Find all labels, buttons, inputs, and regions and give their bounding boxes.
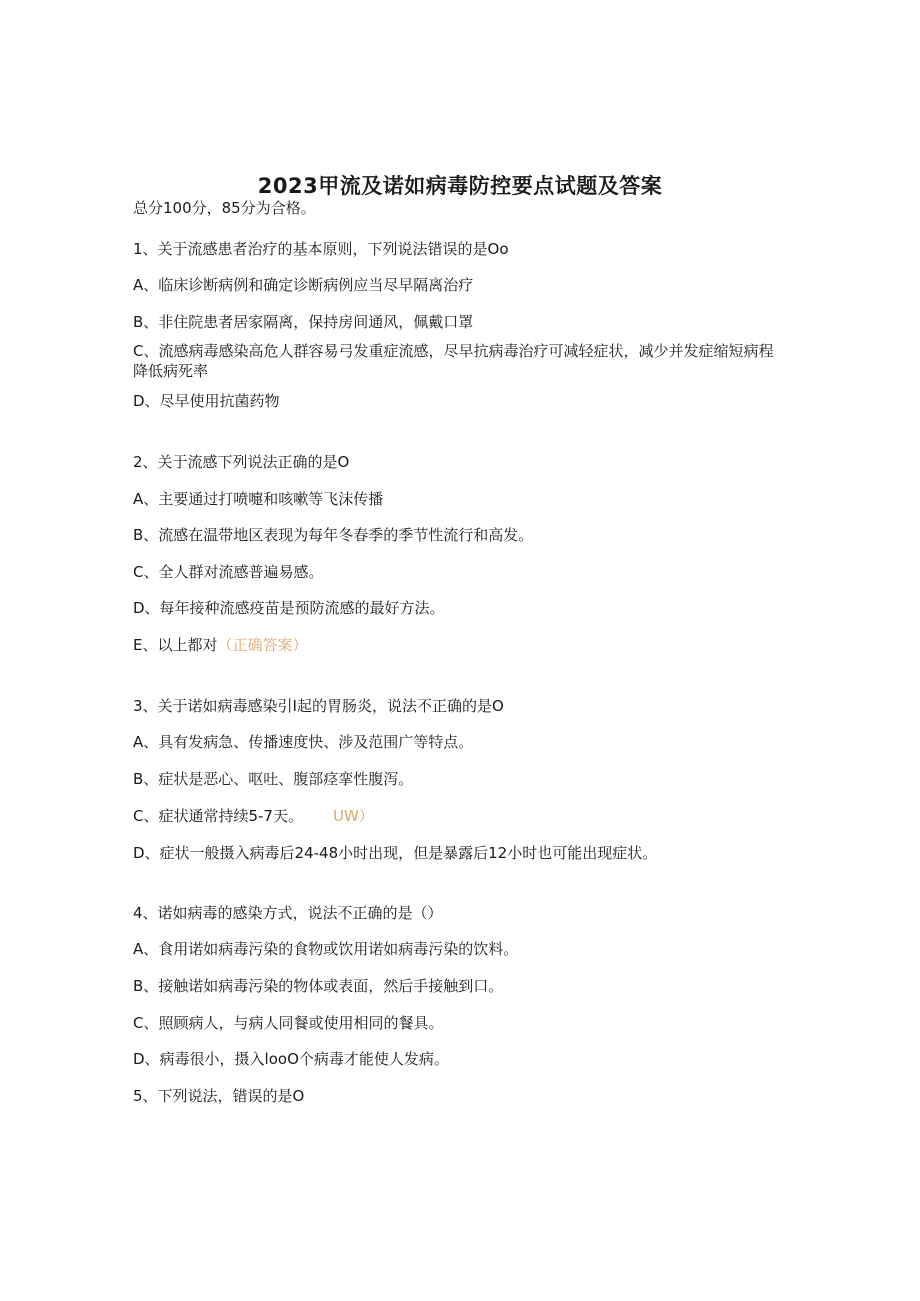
- question-3-option-b: B、症状是恶心、呕吐、腹部痉挛性腹泻。: [133, 770, 414, 788]
- page-title: 2023甲流及诺如病毒防控要点试题及答案: [257, 174, 663, 198]
- answer-mark: UW）: [332, 807, 374, 825]
- question-3-option-a: A、具有发病急、传播速度快、涉及范围广等特点。: [133, 733, 474, 751]
- question-3-option-c: [133, 805, 783, 827]
- question-2-stem: 2、关于流感下列说法正确的是O: [133, 453, 350, 471]
- question-2-option-a: A、主要通过打喷嚏和咳嗽等飞沫传播: [133, 490, 384, 508]
- question-2-option-c: C、全人群对流感普遍易感。: [133, 563, 324, 581]
- question-5-stem: 5、下列说法，错误的是O: [133, 1087, 305, 1105]
- question-2-option-b: B、流感在温带地区表现为每年冬春季的季节性流行和高发。: [133, 526, 534, 544]
- exam-intro: 总分100分，85分为合格。: [133, 199, 316, 217]
- question-4-option-c: C、照顾病人，与病人同餐或使用相同的餐具。: [133, 1014, 444, 1032]
- correct-answer-note: （正确答案）: [217, 636, 308, 654]
- question-3-option-d: D、症状一般摄入病毒后24-48小时出现，但是暴露后12小时也可能出现症状。: [133, 844, 658, 862]
- question-3-option-c-text: C、症状通常持续5-7天。: [133, 807, 303, 825]
- question-2-option-e: [133, 634, 783, 656]
- question-2-option-d: D、每年接种流感疫苗是预防流感的最好方法。: [133, 599, 445, 617]
- question-4-option-a: A、食用诺如病毒污染的食物或饮用诺如病毒污染的饮料。: [133, 940, 519, 958]
- question-4-option-d: D、病毒很小，摄入looO个病毒才能使人发病。: [133, 1050, 449, 1068]
- question-1-stem: 1、关于流感患者治疗的基本原则，下列说法错误的是Oo: [133, 240, 509, 258]
- question-3-stem: 3、关于诺如病毒感染引I起的胃肠炎，说法不正确的是O: [133, 697, 504, 715]
- question-1-option-b: B、非住院患者居家隔离，保持房间通风，佩戴口罩: [133, 313, 474, 331]
- question-2-option-e-text: E、以上都对: [133, 636, 218, 654]
- question-4-stem: 4、诺如病毒的感染方式，说法不正确的是（）: [133, 904, 443, 922]
- question-1-option-c: C、流感病毒感染高危人群容易弓发重症流感，尽早抗病毒治疗可减轻症状，减少并发症缩短病程降低病死率: [133, 342, 774, 380]
- question-4-option-b: B、接触诺如病毒污染的物体或表面，然后手接触到口。: [133, 977, 504, 995]
- question-1-option-d: D、尽早使用抗菌药物: [133, 392, 280, 410]
- question-1-option-a: A、临床诊断病例和确定诊断病例应当尽早隔离治疗: [133, 276, 474, 294]
